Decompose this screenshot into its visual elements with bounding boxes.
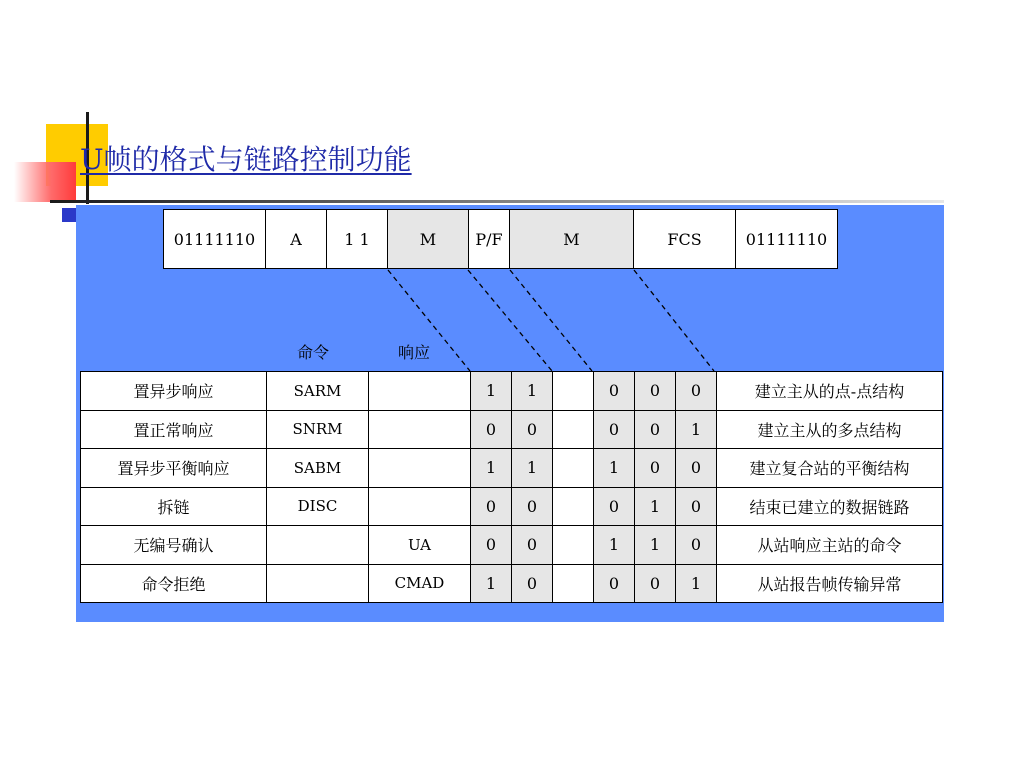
- function-name-cell: 置异步响应: [81, 372, 267, 411]
- table-row: [81, 449, 943, 488]
- pf-gap-cell: [553, 372, 594, 411]
- bit-cell: 1: [512, 449, 553, 488]
- table-row: [81, 487, 943, 526]
- pf-gap-cell: [553, 487, 594, 526]
- description-cell: 建立主从的多点结构: [717, 410, 943, 449]
- response-code-cell: UA: [369, 526, 471, 565]
- description-cell: 建立主从的点-点结构: [717, 372, 943, 411]
- frame-field-type-bits: 1 1: [326, 209, 388, 269]
- table-row: [81, 372, 943, 411]
- bit-cell: 0: [512, 564, 553, 603]
- bit-cell: 0: [635, 564, 676, 603]
- response-code-cell: CMAD: [369, 564, 471, 603]
- response-code-cell: [369, 372, 471, 411]
- function-name-cell: 拆链: [81, 487, 267, 526]
- bit-cell: 0: [512, 410, 553, 449]
- command-code-cell: SABM: [267, 449, 369, 488]
- frame-field-modifier-2: M: [509, 209, 634, 269]
- bit-cell: 0: [676, 526, 717, 565]
- response-code-cell: [369, 410, 471, 449]
- bit-cell: 0: [471, 526, 512, 565]
- decorative-horizontal-line: [50, 200, 944, 203]
- table-row: [81, 564, 943, 603]
- table-row: [81, 526, 943, 565]
- function-name-cell: 置正常响应: [81, 410, 267, 449]
- frame-field-flag-start: 01111110: [163, 209, 266, 269]
- bit-cell: 1: [594, 449, 635, 488]
- bit-cell: 1: [635, 487, 676, 526]
- frame-field-flag-end: 01111110: [735, 209, 838, 269]
- command-column-label: 命令: [297, 343, 330, 362]
- description-cell: 建立复合站的平衡结构: [717, 449, 943, 488]
- bit-cell: 1: [594, 526, 635, 565]
- bit-cell: 1: [512, 372, 553, 411]
- bit-cell: 0: [512, 487, 553, 526]
- decorative-blue-square: [62, 208, 76, 222]
- bit-cell: 1: [676, 564, 717, 603]
- response-code-cell: [369, 449, 471, 488]
- pf-gap-cell: [553, 410, 594, 449]
- frame-field-poll-final: P/F: [468, 209, 510, 269]
- command-code-cell: DISC: [267, 487, 369, 526]
- bit-cell: 1: [471, 449, 512, 488]
- bit-cell: 1: [471, 564, 512, 603]
- function-name-cell: 无编号确认: [81, 526, 267, 565]
- bit-cell: 0: [676, 487, 717, 526]
- bit-cell: 0: [635, 449, 676, 488]
- command-code-cell: SNRM: [267, 410, 369, 449]
- command-code-cell: [267, 526, 369, 565]
- function-name-cell: 置异步平衡响应: [81, 449, 267, 488]
- command-code-cell: SARM: [267, 372, 369, 411]
- u-frame-command-table: [80, 371, 943, 603]
- response-code-cell: [369, 487, 471, 526]
- frame-field-modifier-1: M: [387, 209, 469, 269]
- command-code-cell: [267, 564, 369, 603]
- bit-cell: 0: [594, 487, 635, 526]
- decorative-red-block: [14, 162, 76, 202]
- table-row: [81, 410, 943, 449]
- bit-cell: 0: [676, 449, 717, 488]
- description-cell: 结束已建立的数据链路: [717, 487, 943, 526]
- bit-cell: 0: [594, 372, 635, 411]
- frame-field-address: A: [265, 209, 327, 269]
- frame-field-fcs: FCS: [633, 209, 736, 269]
- bit-cell: 0: [594, 410, 635, 449]
- pf-gap-cell: [553, 449, 594, 488]
- bit-cell: 1: [676, 410, 717, 449]
- bit-cell: 0: [676, 372, 717, 411]
- bit-cell: 0: [471, 487, 512, 526]
- bit-cell: 0: [635, 372, 676, 411]
- pf-gap-cell: [553, 526, 594, 565]
- pf-gap-cell: [553, 564, 594, 603]
- bit-cell: 1: [635, 526, 676, 565]
- bit-cell: 0: [594, 564, 635, 603]
- bit-cell: 1: [471, 372, 512, 411]
- bit-cell: 0: [471, 410, 512, 449]
- response-column-label: 响应: [398, 343, 431, 362]
- function-name-cell: 命令拒绝: [81, 564, 267, 603]
- page-title: U帧的格式与链路控制功能: [80, 143, 412, 176]
- bit-cell: 0: [512, 526, 553, 565]
- description-cell: 从站报告帧传输异常: [717, 564, 943, 603]
- description-cell: 从站响应主站的命令: [717, 526, 943, 565]
- bit-cell: 0: [635, 410, 676, 449]
